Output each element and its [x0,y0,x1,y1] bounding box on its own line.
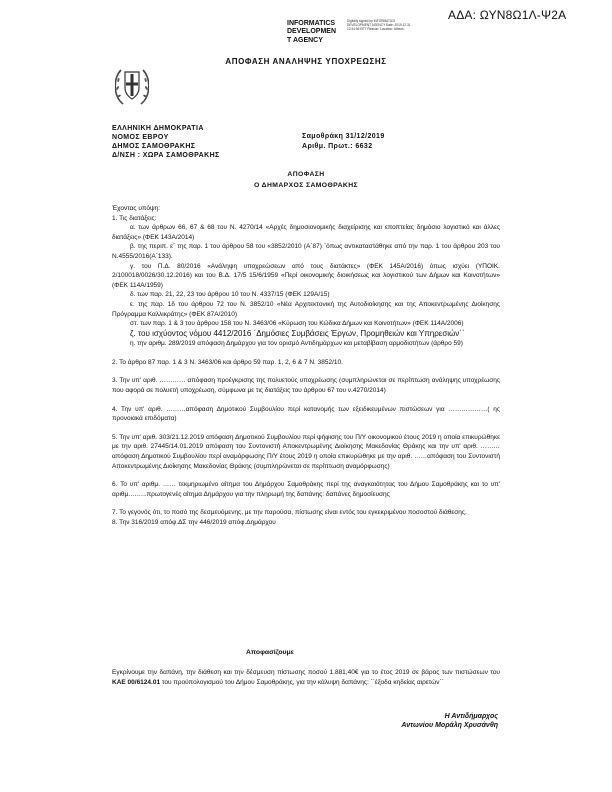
item-6: 6. Το υπ' αριθμ. …… τεκμηριωμένο αίτημα του Δημάρχου Σαμοθράκης περί της αναγκαιότητας του Δήμου Σαμοθράκης και το υπ' αριθμ.……..πρωτογενές αίτημα Δημάρχου για την πληρωμή της δαπάνης: δαπάνες δημοσίευσης [112,481,500,498]
approval-text: Εγκρίνουμε την δαπάνη, την διάθεση και την δέσμευση πίστωσης ποσού 1.881,40€ για το έτος 2019 σε βάρος των πιστώσεων του [112,669,500,676]
approval-paragraph [112,668,500,687]
item-1d: δ. των παρ. 21, 22, 23 του άρθρου 10 του Ν. 4337/15 (ΦΕΚ 129Α/15) [130,291,330,299]
document-title: ΑΠΟΦΑΣΗ ΑΝΑΛΗΨΗΣ ΥΠΟΧΡΕΩΣΗΣ [225,57,387,66]
mayor-heading: Ο ΔΗΜΑΡΧΟΣ ΣΑΜΟΘΡΑΚΗΣ [253,182,359,189]
stamp-line: DEVELOPMEN [287,28,337,36]
ada-code: ΑΔΑ: ΩΥΝ8Ω1Λ-Ψ2Α [448,8,567,22]
issuer-line: ΔΗΜΟΣ ΣΑΜΟΘΡΑΚΗΣ [112,143,196,150]
item-1: 1. Τις διατάξεις: [112,214,157,222]
issuer-line: ΕΛΛΗΝΙΚΗ ΔΗΜΟΚΡΑΤΙΑ [112,125,204,132]
digital-signature-stamp [287,20,336,45]
item-8: 8. Την 316/2019 απόφ.ΔΣ την 446/2019 απόφ.Δημάρχου [112,518,276,526]
decision-heading: ΑΠΟΦΑΣΗ [287,171,325,178]
document-date: Σαμοθράκη 31/12/2019 [302,133,385,140]
intro-text: Έχοντας υπόψη: [112,205,161,212]
issuer-block [112,124,220,160]
signer-role: Η Αντιδήμαρχος [444,713,498,720]
decide-heading: Αποφασίζουμε [246,649,294,656]
protocol-number: Αριθμ. Πρωτ.: 6632 [302,143,373,150]
issuer-line: ΝΟΜΟΣ ΕΒΡΟΥ [112,134,169,141]
stamp-details: Digitally signed by INFORMATICS DEVELOPMENT AGENCY Date: 2019.12.31 12:34:56 EET Reason: Location: Athens [347,19,411,31]
stamp-line: INFORMATICS [287,20,336,27]
stamp-line: T AGENCY [287,36,323,44]
item-2: 2. Το άρθρο 87 παρ. 1 & 3 Ν. 3463/06 και άρθρο 59 παρ. 1, 2, 6 & 7 Ν. 3852/10. [112,358,343,366]
item-1z: ζ. του ισχύοντος νόμου 4412/2016 ΄Δημόσιες Συμβάσεις Έργων, Προμηθειών και Υπηρεσιών΄΄ [130,328,465,338]
item-1e: ε. της παρ. 1δ του άρθρου 72 του Ν. 3852/10 «Νέα Αρχιτεκτονική της Αυτοδιοίκησης και της Αποκεντρωμένης Διοίκησης Πρόγραμμα Καλλικράτης» (ΦΕΚ 87Α/2010) [112,300,500,318]
item-3: 3. Την υπ' αριθ. ………… απόφαση προέγκρισης της πολυετούς υποχρέωσης (συμπληρώνεται σε περίπτωση ανάληψης υποχρέωσης που αφορά σε πολυετή υποχρέωση, σύμφωνα με τις διατάξεις του άρθρου 67 του ν.4270/2014) [112,377,500,394]
item-5: 5. Την υπ' αριθ. 303/21.12.2019 απόφαση Δημοτικού Συμβουλίου περί ψήφισης του Π/Υ οικονομικού έτους 2019 η οποία επικυρώθηκε με την αριθ. 27445/14.01.2019 απόφαση του Συντονιστή Αποκεντρωμένης Διοίκησης Μακεδονίας Θράκης και την υπ' αριθ. ………απόφαση Δημοτικού Συμβουλίου περί αναμόρφωσης Π/Υ έτους 2019 η οποία επικυρώθηκε με την αριθ. ……απόφαση του Συντονιστή Αποκεντρωμένης Διοίκησης Μακεδονίας Θράκης (συμπληρώνεται σε περίπτωση αναμόρφωσης) [112,433,500,470]
item-1a: α. των άρθρων 66, 67 & 68 του Ν. 4270/14 «Αρχές δημοσιονομικής διαχείρισης και εποπτείας δημόσιο λογιστικό και άλλες διατάξεις» (ΦΕΚ 143Α/2014) [112,224,500,241]
considerations-section [112,204,500,528]
item-1b: β. της περιπ. ε΄ της παρ. 1 του άρθρου 58 του «3852/2010 (Α΄87) ΄όπως αντικαταστάθηκε από την παρ. 1 του άρθρου 203 του Ν.4555/2016(Α΄133). [112,243,500,260]
item-1c: γ. του Π.Δ. 80/2016 «Ανάληψη υποχρεώσεων από τους διατάκτες» (ΦΕΚ 145Α/2016) όπως ισχύει (ΥΠΟΙΚ. 2/100018/0026/30.12.2016) και του Β.Δ. 17/5 15/6/1959 «Περί οικονομικής διοικήσεως και λογιστικού των Δήμων και Κοινοτήτων» (ΦΕΚ 114Α/1959) [112,262,500,289]
approval-text-end: του προϋπολογισμού του Δήμου Σαμοθράκης, για την κάλυψη δαπάνης: ΄΄έξοδα κηδείας αιρετών΄΄ [160,678,444,686]
item-4: 4. Την υπ' αριθ. ………απόφαση Δημοτικού Συμβουλίου περί κατανομής των εξειδικευμένων πιστώσεων για ………………( ης προνοιακά επιδόματα) [112,405,500,423]
greek-coat-of-arms-icon [115,66,149,111]
issuer-line: Δ/ΝΣΗ : ΧΩΡΑ ΣΑΜΟΘΡΑΚΗΣ [112,152,220,159]
signer-name: Αντωνίου Μοράλη Χρυσάνθη [401,722,498,729]
item-7: 7. Το γεγονός ότι, το ποσό της δεσμευόμενης, με την παρούσα, πίστωσης είναι εντός του εγκεκριμένου ποσοστού διάθεσης. [112,509,467,517]
item-1st: στ. των παρ. 1 & 3 του άρθρου 158 του Ν. 3463/06 «Κύρωση του Κώδικα Δήμων και Κοινοτήτων» (ΦΕΚ 114Α/2006) [130,320,464,328]
item-1h: η. την αριθμ. 289/2019 απόφαση Δημάρχου για τον ορισμό Αντιδημάρχων και μεταβίβαση αρμοδιοτήτων (άρθρο 59) [130,340,463,348]
budget-code: ΚΑΕ 00/6124.01 [112,678,161,686]
signature-block [112,712,498,730]
